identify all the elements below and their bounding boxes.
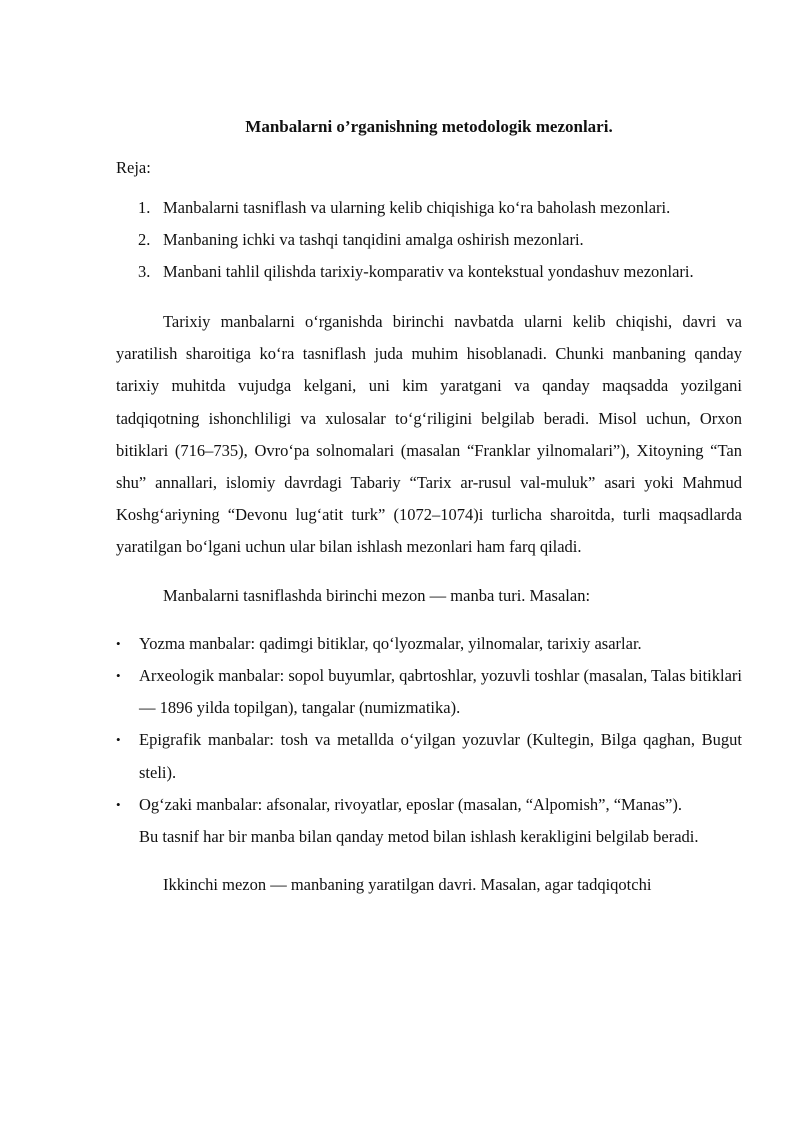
plan-item	[116, 224, 742, 256]
plan-item	[116, 192, 742, 224]
body-paragraph: Tarixiy manbalarni o‘rganishda birinchi navbatda ularni kelib chiqishi, davri va yaratilish sharoitiga ko‘ra tasniflash juda muhim hisoblanadi. Chunki manbaning qanday tarixiy muhitda vujudga kelgani, uni kim yaratgani va qanday maqsadda yozilgani tadqiqotning ishonchliligi va xulosalar to‘g‘riligini belgilab beradi. Misol uchun, Orxon bitiklari (716–735), Ovro‘pa solnomalari (masalan “Franklar yilnomalari”), Xitoyning “Tan shu” annallari, islomiy davrdagi Tabariy “Tarix ar-rusul val-muluk” asari yoki Mahmud Koshg‘ariyning “Devonu lug‘atit turk” (1072–1074)i turlicha sharoitda, turli maqsadlarda yaratilgan bo‘lgani uchun ular bilan ishlash mezonlari ham farq qiladi.	[116, 312, 742, 557]
plan-list	[116, 192, 742, 288]
bullet-icon: •	[116, 796, 121, 812]
plan-item-text: Manbaning ichki va tashqi tanqidini amalga oshirish mezonlari.	[163, 230, 584, 249]
document-title: Manbalarni o’rganishning metodologik mezonlari.	[245, 117, 613, 136]
plan-item-number: 3.	[138, 262, 151, 281]
list-item	[116, 789, 742, 821]
list-item-text: Arxeologik manbalar: sopol buyumlar, qabrtoshlar, yozuvli toshlar (masalan, Talas bitiklari — 1896 yilda topilgan), tangalar (numizmatika).	[139, 666, 742, 718]
plan-item-text: Manbalarni tasniflash va ularning kelib chiqishiga ko‘ra baholash mezonlari.	[163, 198, 671, 217]
bullet-icon: •	[116, 635, 121, 651]
plan-heading: Reja:	[116, 158, 151, 177]
plan-item-number: 1.	[138, 198, 151, 217]
plan-item-text: Manbani tahlil qilishda tarixiy-komparativ va kontekstual yondashuv mezonlari.	[163, 262, 694, 281]
source-types-list	[116, 628, 742, 821]
list-item-text: Epigrafik manbalar: tosh va metallda o‘yilgan yozuvlar (Kultegin, Bilga qaghan, Bugut steli).	[139, 730, 742, 782]
list-item-text: Og‘zaki manbalar: afsonalar, rivoyatlar, eposlar (masalan, “Alpomish”, “Manas”).	[139, 794, 682, 814]
bullet-icon: •	[116, 732, 121, 748]
classification-note: Bu tasnif har bir manba bilan qanday metod bilan ishlash kerakligini belgilab beradi.	[139, 827, 699, 847]
list-item	[116, 724, 742, 788]
document-page	[116, 112, 742, 901]
body-paragraph: Ikkinchi mezon — manbaning yaratilgan davri. Masalan, agar tadqiqotchi	[163, 875, 652, 895]
plan-item-number: 2.	[138, 230, 151, 249]
body-paragraph: Manbalarni tasniflashda birinchi mezon — manba turi. Masalan:	[163, 585, 591, 605]
list-item	[116, 628, 742, 660]
plan-item	[116, 256, 742, 288]
list-item	[116, 660, 742, 724]
list-item-text: Yozma manbalar: qadimgi bitiklar, qo‘lyozmalar, yilnomalar, tarixiy asarlar.	[139, 633, 642, 653]
bullet-icon: •	[116, 668, 121, 684]
